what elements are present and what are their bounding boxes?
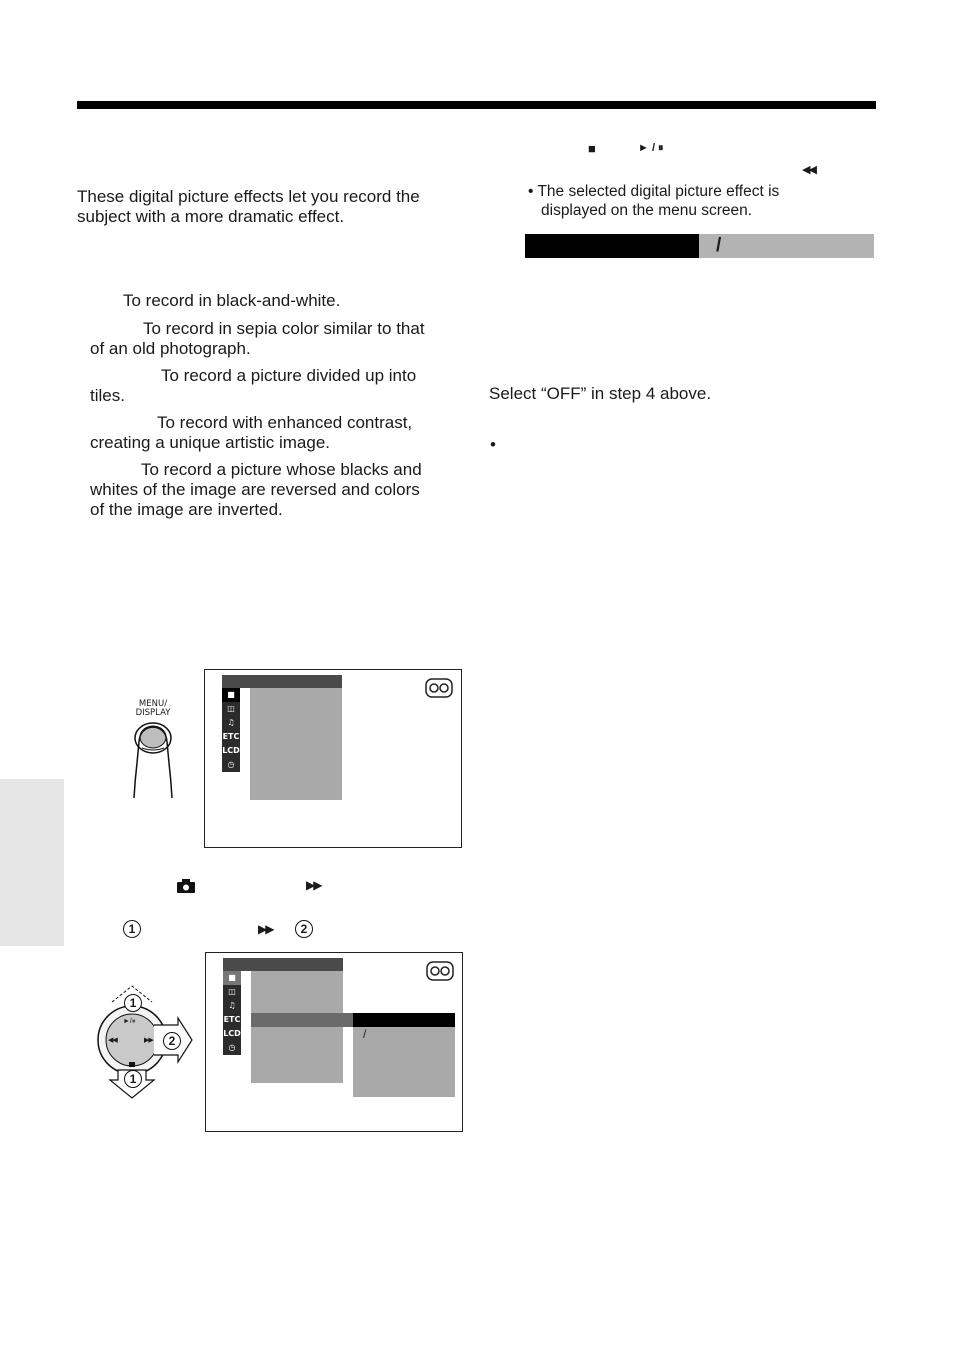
effect-art-text: To record with enhanced contrast, creating a unique artistic image.: [90, 413, 413, 452]
menu-list-panel-2: [251, 971, 343, 1083]
heading-bar-black: [525, 234, 699, 258]
tape-cassette-icon-2: [426, 961, 454, 981]
effect-sepia-text: To record in sepia color similar to that of an old photograph.: [90, 319, 425, 358]
rewind-step-icon: ◀◀: [802, 164, 815, 176]
play-pause-step-icon: ► / ⏸: [638, 142, 664, 154]
camera-icon: ■: [222, 688, 240, 702]
submenu-header: [353, 1013, 455, 1027]
menu-display-label: MENU/ DISPLAY: [135, 699, 171, 718]
menu-icon-column-2: [223, 971, 241, 1055]
play-pause-icon: ►/⏸: [123, 1018, 136, 1025]
chapter-side-tab: [0, 779, 64, 946]
fast-forward-icon: ▶▶: [306, 878, 321, 892]
lcd-icon: LCD: [222, 746, 240, 755]
step-number-1: 1: [123, 920, 141, 938]
camera-settings-icon: ◫: [227, 704, 235, 713]
operation-ring-figure: [94, 980, 194, 1100]
submenu-panel: [353, 1027, 455, 1097]
menu-title-bar: [222, 675, 342, 688]
ring-step-1-top: 1: [124, 994, 142, 1012]
header-rule: [77, 101, 876, 109]
clock-icon: ◷: [227, 760, 235, 769]
menu-screen-2: [205, 952, 463, 1132]
intro-paragraph: These digital picture effects let you record the subject with a more dramatic effect.: [77, 187, 420, 226]
menu-title-bar-2: [223, 958, 343, 971]
fast-forward-icon-2: ▶▶: [258, 922, 273, 936]
ring-step-2-right: 2: [163, 1032, 181, 1050]
menu-icon-column: [222, 688, 240, 772]
camera-settings-icon-2: ◫: [228, 987, 236, 996]
ring-step-1-bottom: 1: [124, 1070, 142, 1088]
step-number-2: 2: [295, 920, 313, 938]
tape-cassette-icon: [425, 678, 453, 698]
effect-negative-text: To record a picture whose blacks and whites of the image are reversed and colors of the image are inverted.: [90, 460, 422, 519]
stop-icon: ■: [588, 141, 596, 156]
effect-mosaic-text: To record a picture divided up into tiles.: [90, 366, 417, 405]
etc-icon: ETC: [222, 732, 240, 741]
etc-icon-2: ETC: [223, 1015, 241, 1024]
camera-menu-icon: [176, 879, 196, 899]
effect-bw-text: To record in black-and-white.: [123, 291, 341, 310]
heading-bar-grey: [699, 234, 874, 258]
cancel-instruction: Select “OFF” in step 4 above.: [489, 384, 712, 403]
menu-list-panel: [250, 688, 342, 800]
heading-bar-slash: /: [716, 235, 722, 256]
highlighted-menu-row: [251, 1013, 353, 1027]
lcd-icon-2: LCD: [223, 1029, 241, 1038]
clock-icon-2: ◷: [228, 1043, 236, 1052]
menu-screen-1: [204, 669, 462, 848]
finger-pressing-button-icon: [122, 718, 192, 803]
microphone-icon: ♫: [227, 718, 235, 727]
microphone-icon-2: ♫: [228, 1001, 236, 1010]
rewind-icon: ◀◀: [108, 1037, 117, 1044]
submenu-slash: /: [363, 1027, 367, 1041]
menu-note: • The selected digital picture effect is displayed on the menu screen.: [528, 183, 780, 219]
bullet-point: •: [490, 435, 496, 454]
camera-icon-2: ■: [223, 971, 241, 985]
ring-fast-forward-icon: ▶▶: [144, 1037, 153, 1044]
menu-display-figure: [122, 700, 192, 805]
